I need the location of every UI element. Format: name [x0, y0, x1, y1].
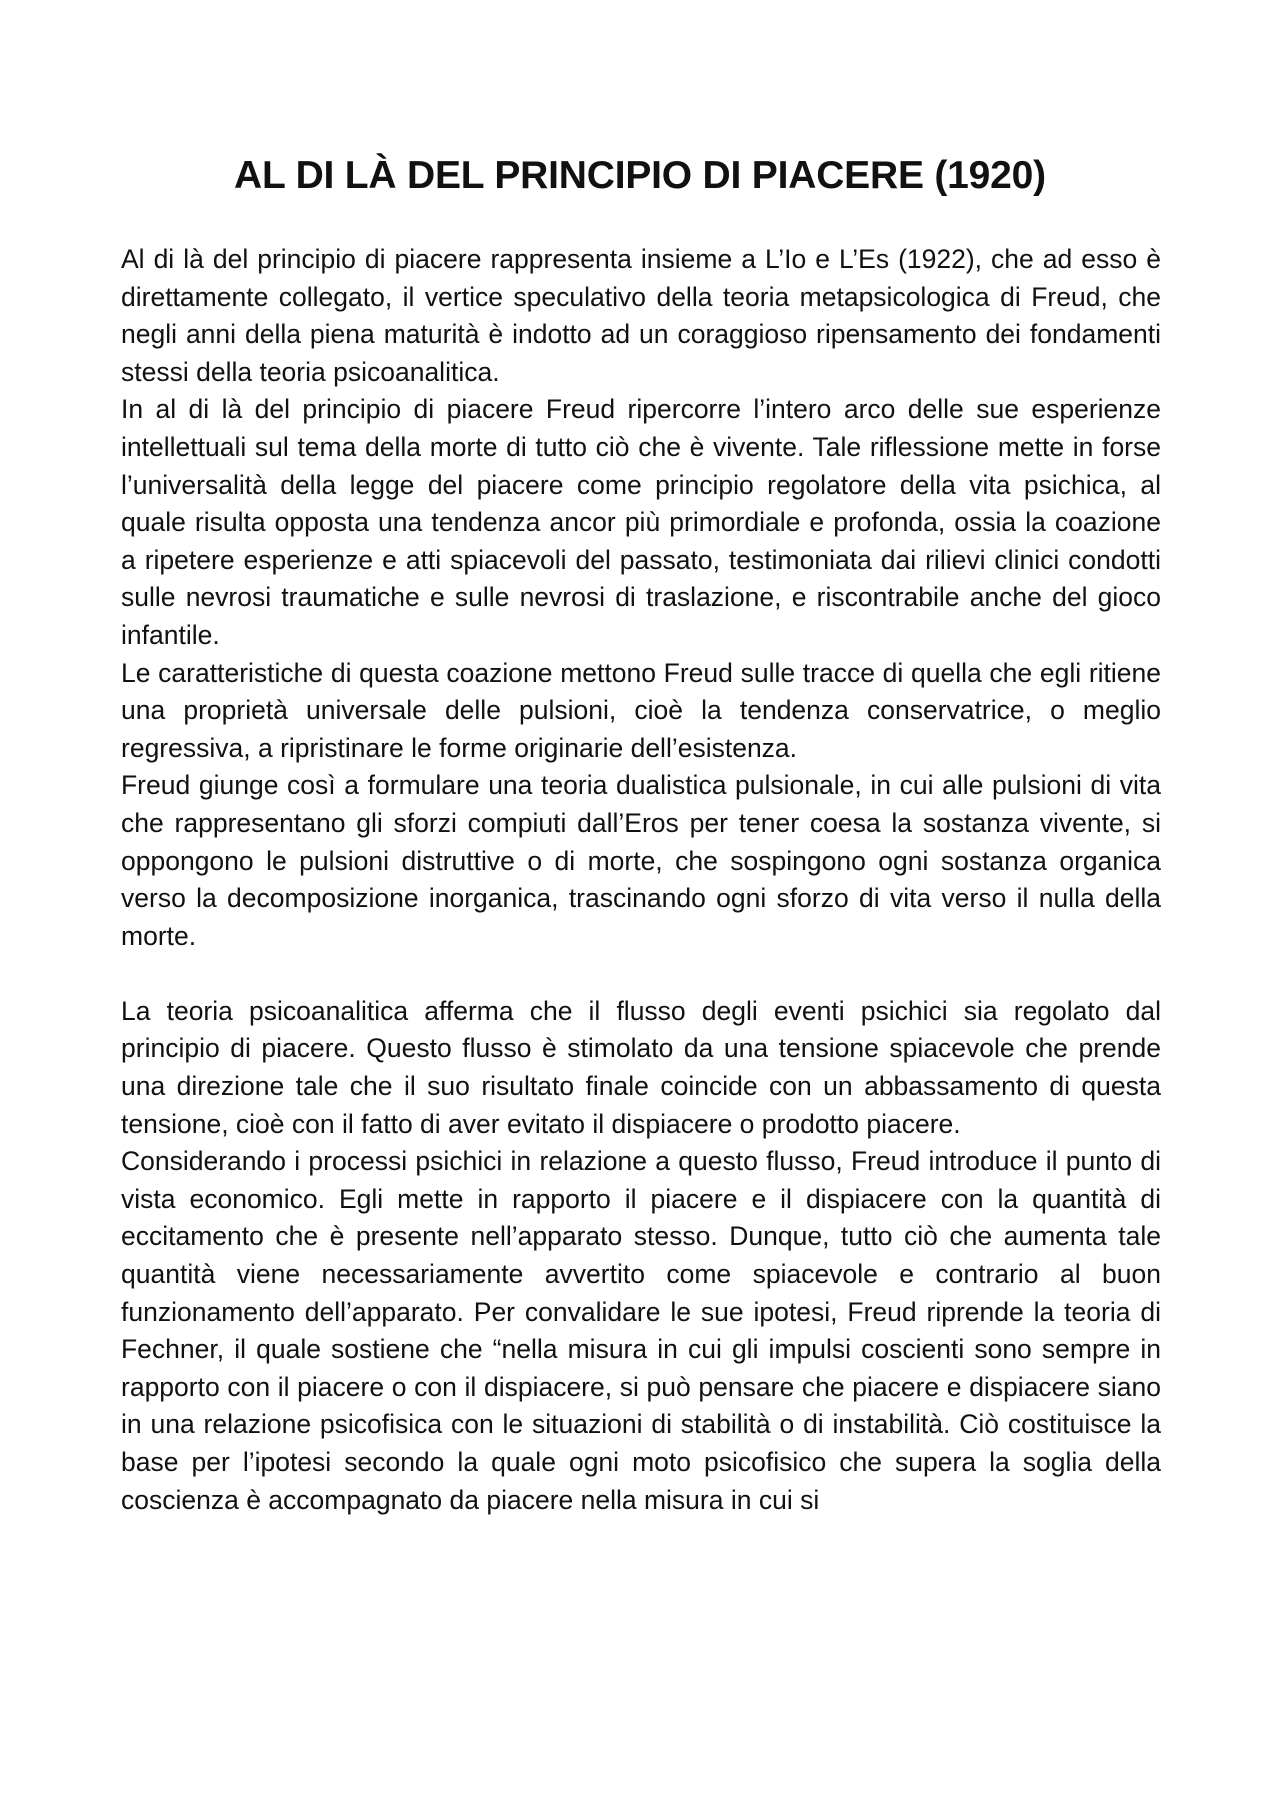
page-title: AL DI LÀ DEL PRINCIPIO DI PIACERE (1920) — [234, 154, 1046, 197]
paragraph-3: Le caratteristiche di questa coazione mettono Freud sulle tracce di quella che egli ritiene una proprietà universale delle pulsioni, cioè la tendenza conservatrice, o meglio regressiva, a ripristinare le forme originarie dell’esistenza. — [121, 657, 1161, 763]
paragraph-5: La teoria psicoanalitica afferma che il flusso degli eventi psichici sia regolato dal principio di piacere. Questo flusso è stimolato da una tensione spiacevole che prende una direzione tale che il suo risultato finale coincide con un abbassamento di questa tensione, cioè con il fatto di aver evitato il dispiacere o prodotto piacere. — [121, 995, 1161, 1139]
paragraph-4: Freud giunge così a formulare una teoria dualistica pulsionale, in cui alle pulsioni di vita che rappresentano gli sforzi compiuti dall’Eros per tener coesa la sostanza vivente, si oppongono le pulsioni distruttive o di morte, che sospingono ogni sostanza organica verso la decomposizione inorganica, trascinando ogni sforzo di vita verso il nulla della morte. — [121, 770, 1161, 951]
paragraph-2: In al di là del principio di piacere Freud ripercorre l’intero arco delle sue esperienze intellettuali sul tema della morte di tutto ciò che è vivente. Tale riflessione mette in forse l’universalità della legge del piacere come principio regolatore della vita psichica, al quale risulta opposta una tendenza ancor più primordiale e profonda, ossia la coazione a ripetere esperienze e atti spiacevoli del passato, testimoniata dai rilievi clinici condotti sulle nevrosi traumatiche e sulle nevrosi di traslazione, e riscontrabile anche del gioco infantile. — [121, 394, 1161, 650]
paragraph-6: Considerando i processi psichici in relazione a questo flusso, Freud introduce il punto di vista economico. Egli mette in rapporto il piacere e il dispiacere con la quantità di eccitamento che è presente nell’apparato stesso. Dunque, tutto ciò che aumenta tale quantità viene necessariamente avvertito come spiacevole e contrario al buon funzionamento dell’apparato. Per convalidare le sue ipotesi, Freud riprende la teoria di Fechner, il quale sostiene che “nella misura in cui gli impulsi coscienti sono sempre in rapporto con il piacere o con il dispiacere, si può pensare che piacere e dispiacere siano in una relazione psicofisica con le situazioni di stabilità o di instabilità. Ciò costituisce la base per l’ipotesi secondo la quale ogni moto psicofisico che supera la soglia della coscienza è accompagnato da piacere nella misura in cui si — [121, 1146, 1161, 1515]
body-text — [121, 241, 1161, 1519]
paragraph-1: Al di là del principio di piacere rappresenta insieme a L’Io e L’Es (1922), che ad esso è direttamente collegato, il vertice speculativo della teoria metapsicologica di Freud, che negli anni della piena maturità è indotto ad un coraggioso ripensamento dei fondamenti stessi della teoria psicoanalitica. — [121, 244, 1161, 387]
paragraph-spacer — [121, 955, 1161, 993]
